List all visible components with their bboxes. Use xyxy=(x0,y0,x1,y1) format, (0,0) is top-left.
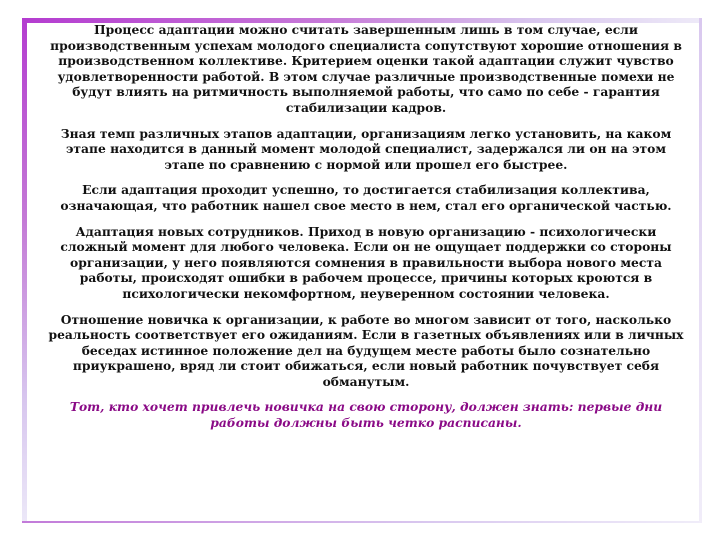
highlight-quote: Тот, кто хочет привлечь новичка на свою сторону, должен знать: первые дни работы должны быть четко расписаны. xyxy=(69,399,663,431)
paragraph-adaptation-stages: Зная темп различных этапов адаптации, организациям легко установить, на каком этапе находится в данный момент молодой специалист, задержался ли он на этом этапе по сравнению с нормой или прошел его быстрее. xyxy=(60,125,672,172)
slide-text-body xyxy=(44,22,688,441)
paragraph-adaptation-completion: Процесс адаптации можно считать завершенным лишь в том случае, если производственным успехам молодого специалиста сопутствуют хорошие отношения в производственном коллективе. Критерием оценки такой адаптации служит чувство удовлетворенности работой. В этом случае различные производственные помехи не будут влиять на ритмичность выполняемой работы, что само по себе - гарантия стабилизации кадров. xyxy=(50,22,682,115)
frame-right-line xyxy=(699,18,702,523)
paragraph-expectations: Отношение новичка к организации, к работе во многом зависит от того, насколько реальность соответствует его ожиданиям. Если в газетных объявлениях или в личных беседах истинное положение дел на будущем месте работы было сознательно приукрашено, вряд ли стоит обижаться, если новый работник почувствует себя обманутым. xyxy=(48,311,684,389)
paragraph-new-employees: Адаптация новых сотрудников. Приход в новую организацию - психологически сложный момент для любого человека. Если он не ощущает поддержки со стороны организации, у него появляются сомнения в правильности выбора нового места работы, происходят ошибки в рабочем процессе, причины которых кроются в психологически некомфортном, неуверенном состоянии человека. xyxy=(60,223,672,301)
paragraph-team-stabilization: Если адаптация проходит успешно, то достигается стабилизация коллектива, означающая, что работник нашел свое место в нем, стал его органической частью. xyxy=(60,182,672,213)
frame-left-bar xyxy=(22,18,27,523)
frame-bottom-line xyxy=(22,521,702,523)
